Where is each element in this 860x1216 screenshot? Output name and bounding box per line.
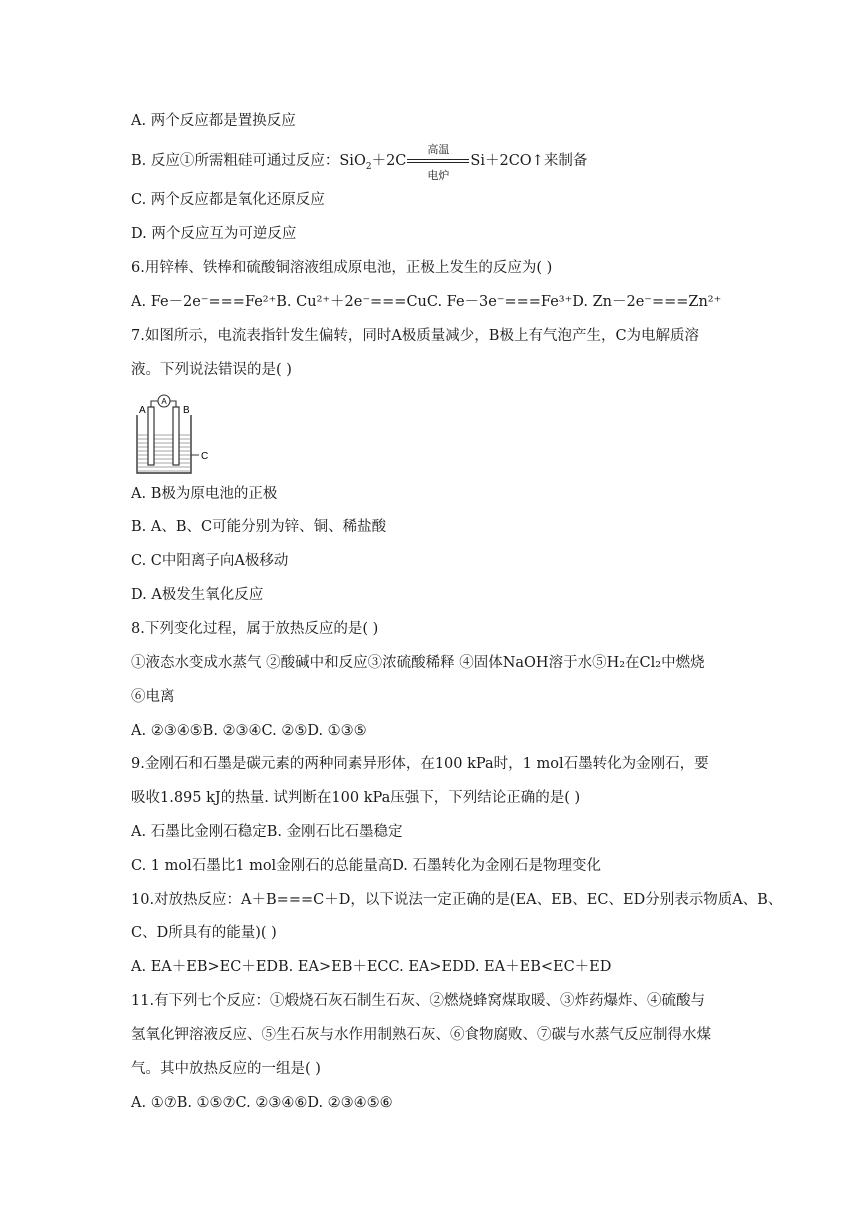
galvanic-cell-figure [133, 393, 213, 475]
q5-option-d: D. 两个反应互为可逆反应 [131, 226, 297, 242]
label-b: B [183, 405, 190, 416]
q8-items-line1: ①液态水变成水蒸气 ②酸碱中和反应③浓硫酸稀释 ④固体NaOH溶于水⑤H₂在Cl₂中燃烧 [131, 655, 705, 671]
q6-stem: 6.用锌棒、铁棒和硫酸铜溶液组成原电池，正极上发生的反应为( ) [131, 260, 553, 276]
q9-stem-line2: 吸收1.895 kJ的热量. 试判断在100 kPa压强下，下列结论正确的是( ) [131, 790, 581, 806]
condition-bottom: 电炉 [427, 169, 450, 182]
q10-stem-line2: C、D所具有的能量)( ) [131, 925, 277, 941]
q5-option-b-prefix: B. 反应①所需粗硅可通过反应：SiO [131, 153, 366, 169]
q8-items-line2: ⑥电离 [131, 689, 175, 705]
q5-option-c: C. 两个反应都是氧化还原反应 [131, 192, 325, 208]
q9-options-ab: A. 石墨比金刚石稳定B. 金刚石比石墨稳定 [131, 824, 403, 840]
label-c: C [201, 451, 209, 462]
q5-option-b-mid: ＋2C [371, 153, 407, 169]
q5-option-a: A. 两个反应都是置换反应 [131, 113, 296, 129]
q9-options-cd: C. 1 mol石墨比1 mol金刚石的总能量高D. 石墨转化为金刚石是物理变化 [131, 858, 602, 874]
q8-options: A. ②③④⑤B. ②③④C. ②⑤D. ①③⑤ [131, 723, 367, 739]
q7-option-c: C. C中阳离子向A极移动 [131, 553, 289, 569]
q11-stem-line2: 氢氧化钾溶液反应、⑤生石灰与水作用制熟石灰、⑥食物腐败、⑦碳与水蒸气反应制得水煤 [131, 1027, 711, 1043]
q11-stem-line3: 气。其中放热反应的一组是( ) [131, 1061, 321, 1077]
q11-options: A. ①⑦B. ①⑤⑦C. ②③④⑥D. ②③④⑤⑥ [131, 1095, 393, 1111]
q7-option-d: D. A极发生氧化反应 [131, 587, 264, 603]
electrode-b [173, 407, 179, 465]
q5-option-b-subscript: 2 [365, 161, 372, 172]
q10-stem-line1: 10.对放热反应：A＋B===C＋D，以下说法一定正确的是(EA、EB、EC、ED分别表示物质A、B、 [131, 892, 783, 908]
q7-option-a: A. B极为原电池的正极 [131, 486, 278, 502]
q10-options: A. EA＋EB>EC＋EDB. EA>EB＋ECC. EA>EDD. EA＋EB<EC＋ED [131, 959, 612, 975]
galvanic-cell-diagram [133, 393, 213, 475]
q5-option-b [131, 143, 588, 182]
q6-options: A. Fe－2e⁻===Fe²⁺B. Cu²⁺＋2e⁻===CuC. Fe－3e⁻===Fe³⁺D. Zn－2e⁻===Zn²⁺ [131, 294, 722, 310]
electrode-a [148, 407, 154, 465]
ammeter-label: A [161, 397, 167, 406]
q5-option-b-suffix: Si＋2CO↑来制备 [470, 153, 588, 169]
label-a: A [139, 405, 146, 416]
q7-stem-line1: 7.如图所示，电流表指针发生偏转，同时A极质量减少，B极上有气泡产生，C为电解质溶 [131, 328, 700, 344]
q9-stem-line1: 9.金刚石和石墨是碳元素的两种同素异形体，在100 kPa时，1 mol石墨转化为金刚石，要 [131, 756, 709, 772]
condition-top: 高温 [427, 143, 450, 156]
reaction-condition-arrow [407, 143, 469, 182]
q11-stem-line1: 11.有下列七个反应：①煅烧石灰石制生石灰、②燃烧蜂窝煤取暖、③炸药爆炸、④硫酸与 [131, 993, 706, 1009]
q8-stem: 8.下列变化过程，属于放热反应的是( ) [131, 621, 379, 637]
q7-stem-line2: 液。下列说法错误的是( ) [131, 362, 292, 378]
q7-option-b: B. A、B、C可能分别为锌、铜、稀盐酸 [131, 519, 387, 535]
